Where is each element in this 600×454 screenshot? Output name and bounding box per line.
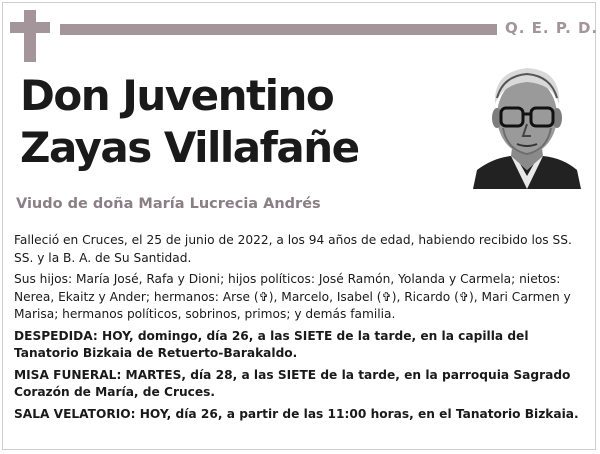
deceased-name [20,70,359,174]
family-paragraph: Sus hijos: María José, Rafa y Dioni; hijos políticos: José Ramón, Yolanda y Carmela; nietos: Nerea, Ekaitz y Ander; hermanos: Arse (✞), Marcelo, Isabel (✞), Ricardo (✞), Mari Carmen y Marisa; hermanos políticos, sobrinos, primos; y demás familia. [14,272,571,321]
deceased-portrait [473,58,581,189]
cross-icon [10,10,50,62]
widower-subtitle: Viudo de doña María Lucrecia Andrés [16,196,321,212]
funeral-mass-paragraph: MISA FUNERAL: MARTES, día 28, a las SIETE de la tarde, en la parroquia Sagrado Corazón de María, de Cruces. [14,367,571,399]
farewell-paragraph: DESPEDIDA: HOY, domingo, día 26, a las SIETE de la tarde, en la capilla del Tanatorio Bizkaia de Retuerto-Barakaldo. [14,328,529,360]
wake-room-paragraph: SALA VELATORIO: HOY, día 26, a partir de las 11:00 horas, en el Tanatorio Bizkaia. [14,406,579,421]
qepd-label: Q. E. P. D. [505,19,599,37]
name-line-1: Don Juventino [20,71,334,120]
header-divider [60,24,497,35]
death-paragraph: Falleció en Cruces, el 25 de junio de 2022, a los 94 años de edad, habiendo recibido los SS. SS. y la B. A. de Su Santidad. [14,233,572,265]
name-line-2: Zayas Villafañe [20,123,359,172]
obituary-body [14,232,586,427]
